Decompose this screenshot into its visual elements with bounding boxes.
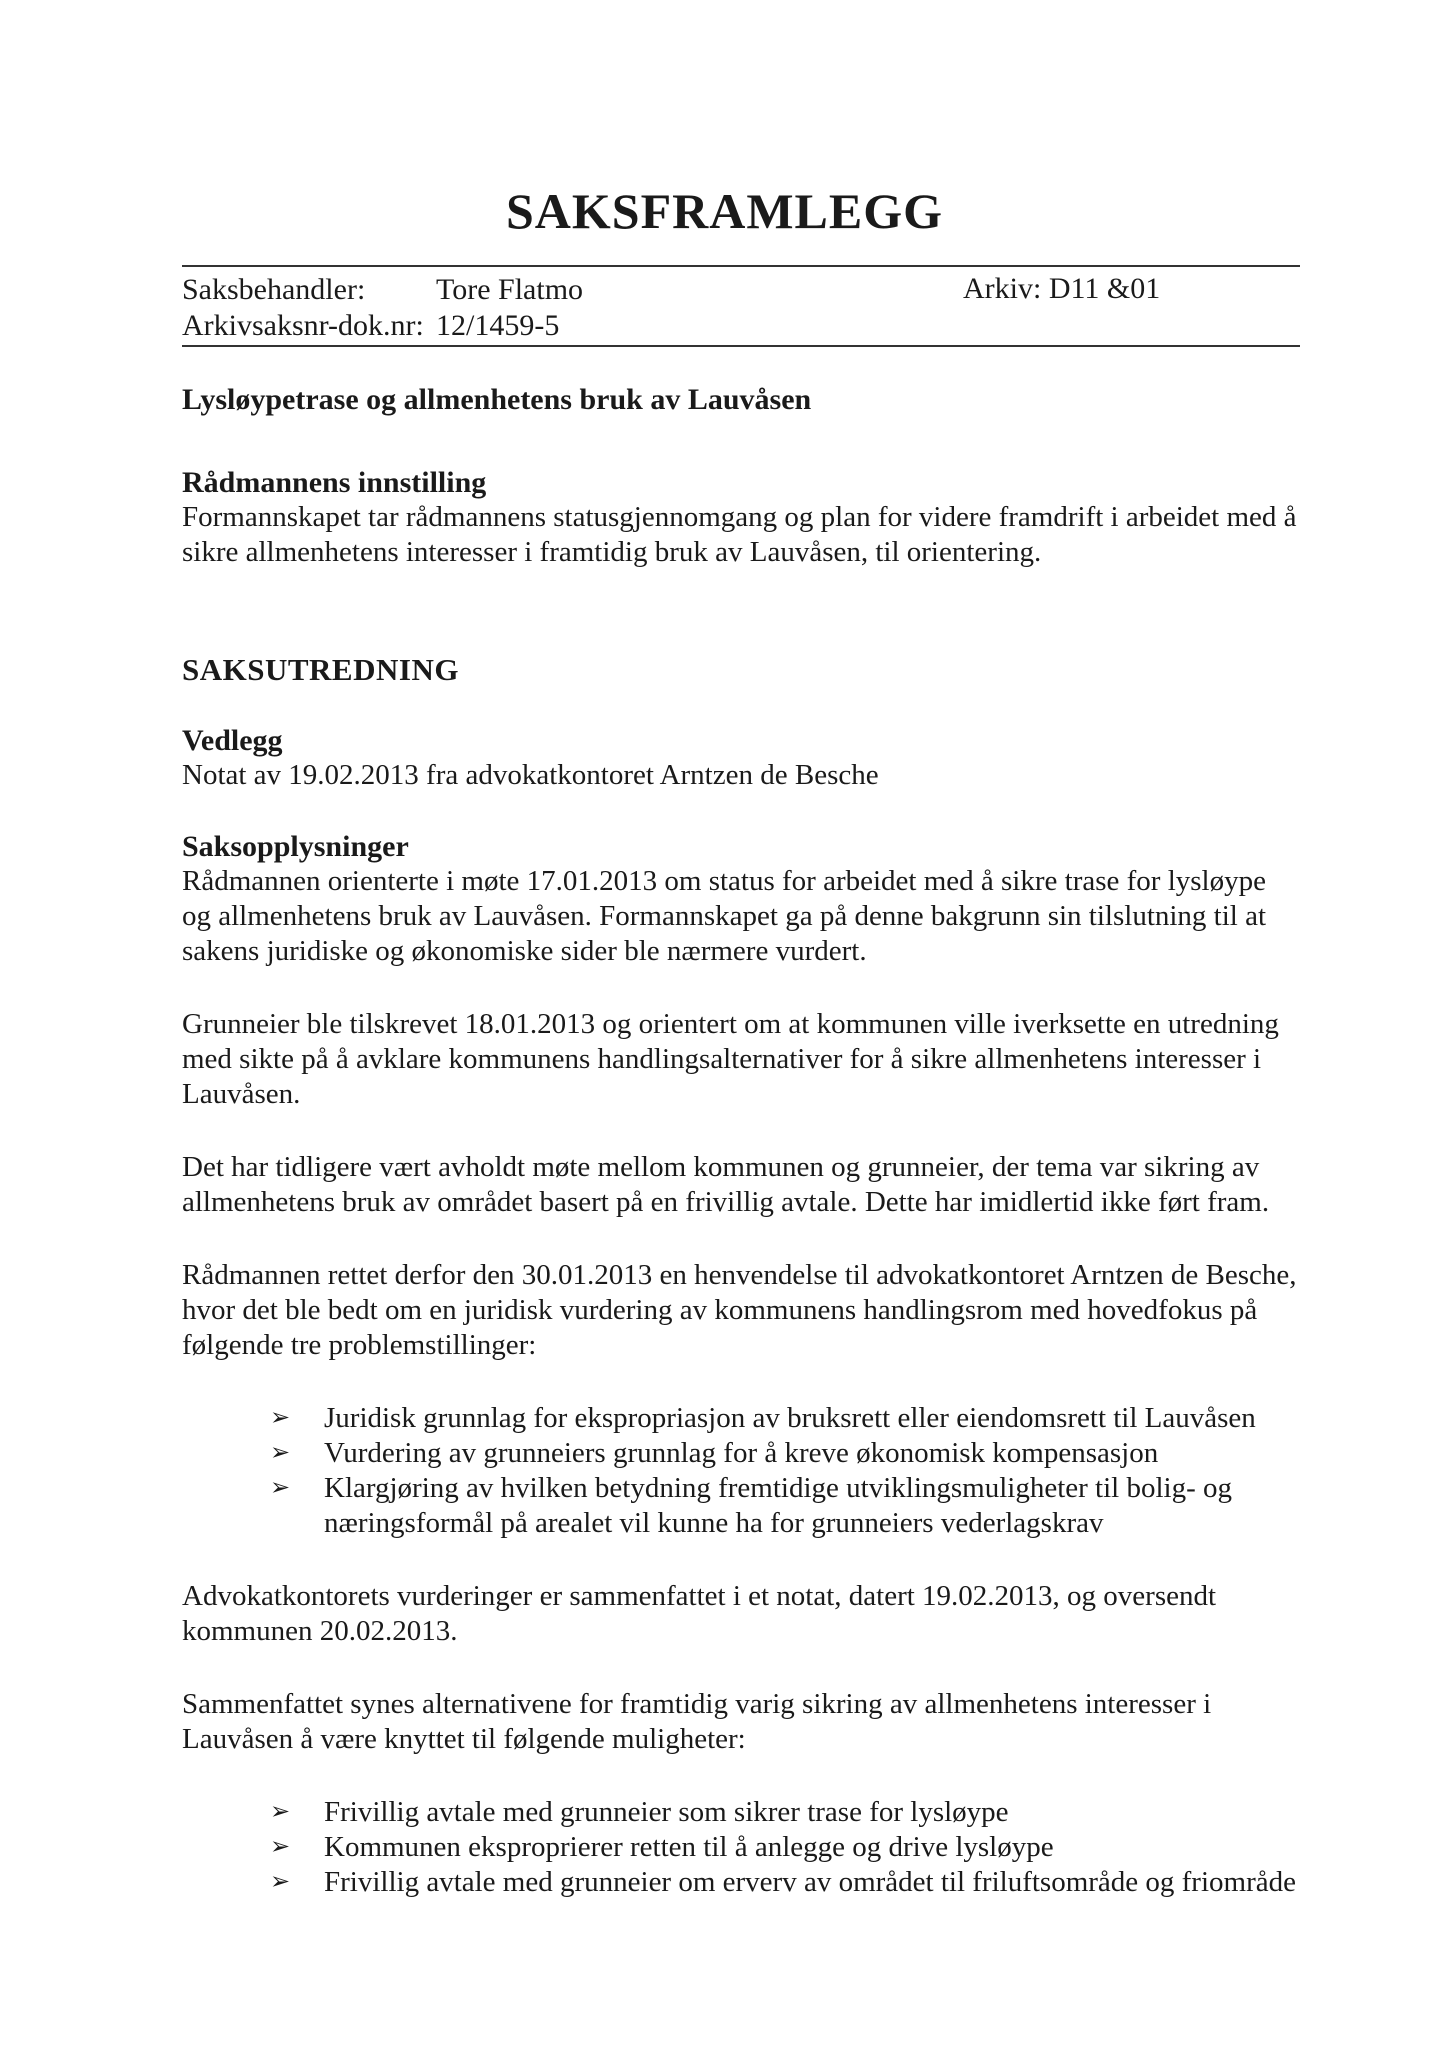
arrow-bullet-icon: ➢ [270, 1869, 291, 1895]
information-paragraph: Det har tidligere vært avholdt møte mellom kommunen og grunneier, der tema var sikring av allmenhetens bruk av området basert på en frivillig avtale. Dette har imidlertid ikke ført fram. [182, 1151, 1270, 1218]
document-body [182, 382, 1302, 1900]
handler-value: Tore Flatmo [436, 273, 584, 306]
header-bottom-rule [182, 345, 1300, 347]
arrow-bullet-icon: ➢ [270, 1834, 291, 1860]
list-item: ➢ Klargjøring av hvilken betydning fremtidige utviklingsmuligheter til bolig- og næringsformål på arealet vil kunne ha for grunneiers vederlagskrav [270, 1472, 1232, 1539]
options-list [182, 1795, 1302, 1900]
case-number-label: Arkivsaksnr-dok.nr: [182, 309, 424, 342]
handler-row [182, 272, 882, 308]
arrow-bullet-icon: ➢ [270, 1799, 291, 1825]
arrow-bullet-icon: ➢ [270, 1475, 291, 1501]
arrow-bullet-icon: ➢ [270, 1440, 291, 1466]
archive-code: Arkiv: D11 &01 [963, 272, 1161, 305]
information-paragraph: Rådmannen rettet derfor den 30.01.2013 en henvendelse til advokatkontoret Arntzen de Besche, hvor det ble bedt om en juridisk vurdering av kommunens handlingsrom med hovedfokus på følgende tre problemstillinger: [182, 1259, 1297, 1361]
information-paragraph: Sammenfattet synes alternativene for framtidig varig sikring av allmenhetens interesser i Lauvåsen å være knyttet til følgende muligheter: [182, 1688, 1212, 1755]
list-item: ➢ Vurdering av grunneiers grunnlag for å kreve økonomisk kompensasjon [270, 1437, 1159, 1469]
case-title: Lysløypetrase og allmenhetens bruk av Lauvåsen [182, 383, 812, 416]
information-paragraph: Grunneier ble tilskrevet 18.01.2013 og orientert om at kommunen ville iverksette en utredning med sikte på å avklare kommunens handlingsalternativer for å sikre allmenhetens interesser i Lauvåsen. [182, 1008, 1279, 1110]
information-heading: Saksopplysninger [182, 830, 409, 863]
attachments-heading: Vedlegg [182, 724, 283, 757]
information-paragraph: Rådmannen orienterte i møte 17.01.2013 om status for arbeidet med å sikre trase for lysløype og allmenhetens bruk av Lauvåsen. Formannskapet ga på denne bakgrunn sin tilslutning til at sakens juridiske og økonomiske sider ble nærmere vurdert. [182, 865, 1267, 967]
list-item: ➢ Frivillig avtale med grunneier som sikrer trase for lysløype [270, 1796, 1009, 1828]
case-number-value: 12/1459-5 [436, 309, 560, 342]
list-item: ➢ Frivillig avtale med grunneier om erverv av området til friluftsområde og friområde [270, 1866, 1296, 1898]
handler-label: Saksbehandler: [182, 273, 366, 306]
list-item: ➢ Kommunen eksproprierer retten til å anlegge og drive lysløype [270, 1831, 1054, 1863]
header-top-rule [182, 265, 1300, 267]
attachments-text: Notat av 19.02.2013 fra advokatkontoret Arntzen de Besche [182, 759, 879, 791]
recommendation-heading: Rådmannens innstilling [182, 466, 487, 499]
problem-list [182, 1401, 1302, 1541]
list-item: ➢ Juridisk grunnlag for ekspropriasjon av bruksrett eller eiendomsrett til Lauvåsen [270, 1402, 1256, 1434]
investigation-heading: SAKSUTREDNING [182, 652, 459, 687]
case-number-row [182, 308, 882, 344]
arrow-bullet-icon: ➢ [270, 1405, 291, 1431]
header-meta [182, 272, 882, 344]
information-paragraph: Advokatkontorets vurderinger er sammenfattet i et notat, datert 19.02.2013, og oversendt kommunen 20.02.2013. [182, 1580, 1217, 1647]
document-title: SAKSFRAMLEGG [505, 183, 944, 239]
recommendation-text: Formannskapet tar rådmannens statusgjennomgang og plan for videre framdrift i arbeidet med å sikre allmenhetens interesser i framtidig bruk av Lauvåsen, til orientering. [182, 501, 1297, 568]
